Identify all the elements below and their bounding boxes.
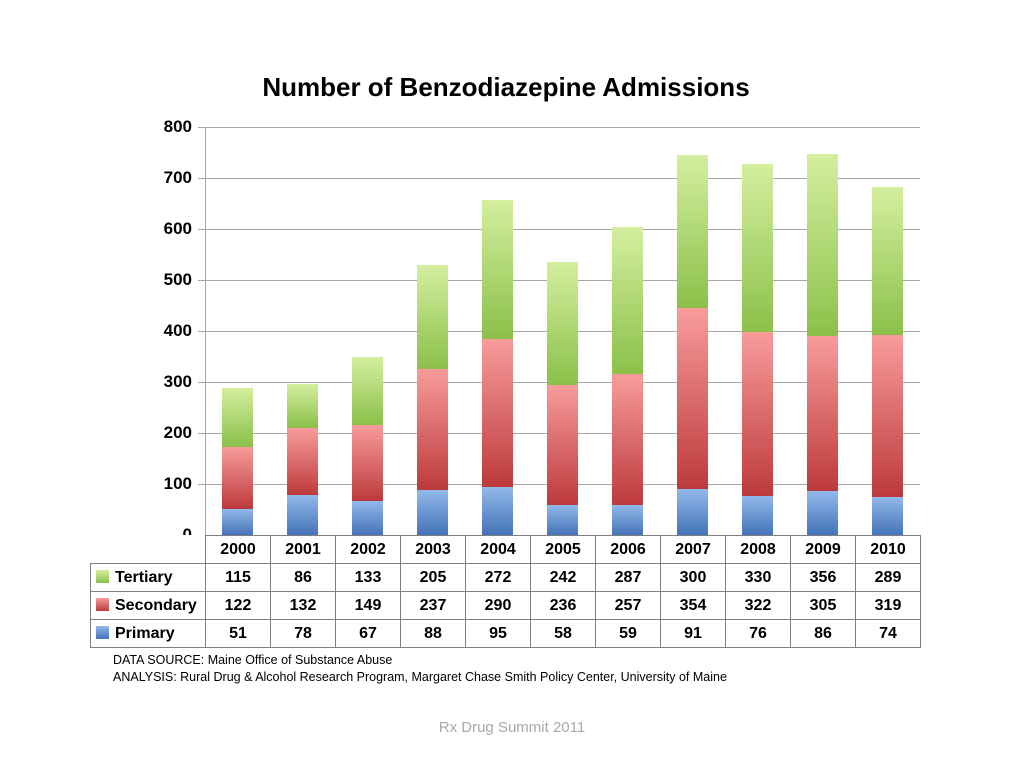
y-axis-tick-600 [198,229,205,230]
y-axis-line [205,127,206,535]
value-secondary-2010: 319 [856,592,921,620]
bar-primary-2006 [612,505,643,535]
bar-secondary-2009 [807,336,838,492]
table-corner [91,536,206,564]
value-tertiary-2008: 330 [726,564,791,592]
bar-tertiary-2007 [677,155,708,308]
value-tertiary-2000: 115 [206,564,271,592]
value-primary-2001: 78 [271,620,336,648]
bar-tertiary-2002 [352,357,383,425]
year-header-2005: 2005 [531,536,596,564]
year-header-2004: 2004 [466,536,531,564]
year-header-2006: 2006 [596,536,661,564]
chart-title: Number of Benzodiazepine Admissions [262,72,750,102]
value-primary-2010: 74 [856,620,921,648]
value-tertiary-2002: 133 [336,564,401,592]
value-primary-2000: 51 [206,620,271,648]
y-axis-tick-200 [198,433,205,434]
value-primary-2002: 67 [336,620,401,648]
value-secondary-2003: 237 [401,592,466,620]
bar-primary-2005 [547,505,578,535]
footer-label: Rx Drug Summit 2011 [438,719,586,736]
year-header-2009: 2009 [791,536,856,564]
y-axis-label-200: 200 [163,423,192,442]
y-axis-label-400: 400 [163,321,192,340]
value-secondary-2002: 149 [336,592,401,620]
value-primary-2005: 58 [531,620,596,648]
value-tertiary-2007: 300 [661,564,726,592]
bar-tertiary-2006 [612,227,643,373]
bar-secondary-2003 [417,369,448,490]
y-axis-tick-100 [198,484,205,485]
y-axis-tick-300 [198,382,205,383]
bar-secondary-2007 [677,308,708,489]
bar-tertiary-2001 [287,384,318,428]
bar-tertiary-2004 [482,200,513,339]
bar-secondary-2008 [742,332,773,496]
legend-cell-secondary [91,592,206,620]
year-header-2008: 2008 [726,536,791,564]
year-header-2000: 2000 [206,536,271,564]
value-tertiary-2010: 289 [856,564,921,592]
year-header-2001: 2001 [271,536,336,564]
value-primary-2006: 59 [596,620,661,648]
analysis-note: ANALYSIS: Rural Drug & Alcohol Research Program, Margaret Chase Smith Policy Center, University of Maine [113,670,727,684]
y-axis-tick-400 [198,331,205,332]
bar-tertiary-2003 [417,265,448,370]
year-header-2002: 2002 [336,536,401,564]
year-header-2010: 2010 [856,536,921,564]
source-notes [113,652,727,686]
y-axis-label-800: 800 [163,117,192,136]
value-tertiary-2009: 356 [791,564,856,592]
value-secondary-2009: 305 [791,592,856,620]
bar-primary-2002 [352,501,383,535]
bar-primary-2004 [482,487,513,535]
bar-secondary-2000 [222,447,253,509]
value-primary-2003: 88 [401,620,466,648]
year-header-2003: 2003 [401,536,466,564]
legend-swatch-secondary-icon [96,598,109,611]
bar-primary-2000 [222,509,253,535]
value-primary-2004: 95 [466,620,531,648]
y-axis-tick-800 [198,127,205,128]
value-tertiary-2005: 242 [531,564,596,592]
gridline-800 [205,127,920,128]
value-tertiary-2006: 287 [596,564,661,592]
bar-tertiary-2009 [807,154,838,336]
legend-swatch-tertiary-icon [96,570,109,583]
value-primary-2009: 86 [791,620,856,648]
y-axis-tick-500 [198,280,205,281]
bar-primary-2009 [807,491,838,535]
year-header-2007: 2007 [661,536,726,564]
value-secondary-2001: 132 [271,592,336,620]
bar-primary-2007 [677,489,708,535]
y-axis-label-700: 700 [163,168,192,187]
bar-secondary-2002 [352,425,383,501]
value-secondary-2006: 257 [596,592,661,620]
value-tertiary-2003: 205 [401,564,466,592]
bar-secondary-2005 [547,385,578,505]
bar-secondary-2004 [482,339,513,487]
bar-tertiary-2005 [547,262,578,385]
y-axis-tick-700 [198,178,205,179]
bar-tertiary-2008 [742,164,773,332]
value-secondary-2008: 322 [726,592,791,620]
data-source-note: DATA SOURCE: Maine Office of Substance Abuse [113,653,393,667]
data-table [90,535,921,648]
bar-primary-2003 [417,490,448,535]
bar-secondary-2001 [287,428,318,495]
y-axis-label-300: 300 [163,372,192,391]
legend-cell-primary [91,620,206,648]
bar-tertiary-2010 [872,187,903,334]
value-secondary-2000: 122 [206,592,271,620]
bar-primary-2008 [742,496,773,535]
legend-label-primary: Primary [115,624,175,642]
value-secondary-2007: 354 [661,592,726,620]
legend-label-tertiary: Tertiary [115,568,173,586]
legend-swatch-primary-icon [96,626,109,639]
value-primary-2007: 91 [661,620,726,648]
bar-secondary-2006 [612,374,643,505]
y-axis-label-100: 100 [163,474,192,493]
value-primary-2008: 76 [726,620,791,648]
value-secondary-2005: 236 [531,592,596,620]
value-tertiary-2001: 86 [271,564,336,592]
bar-secondary-2010 [872,335,903,498]
legend-label-secondary: Secondary [115,596,197,614]
legend-cell-tertiary [91,564,206,592]
value-secondary-2004: 290 [466,592,531,620]
value-tertiary-2004: 272 [466,564,531,592]
bar-primary-2010 [872,497,903,535]
bar-tertiary-2000 [222,388,253,447]
y-axis-label-600: 600 [163,219,192,238]
bar-primary-2001 [287,495,318,535]
y-axis-label-500: 500 [163,270,192,289]
